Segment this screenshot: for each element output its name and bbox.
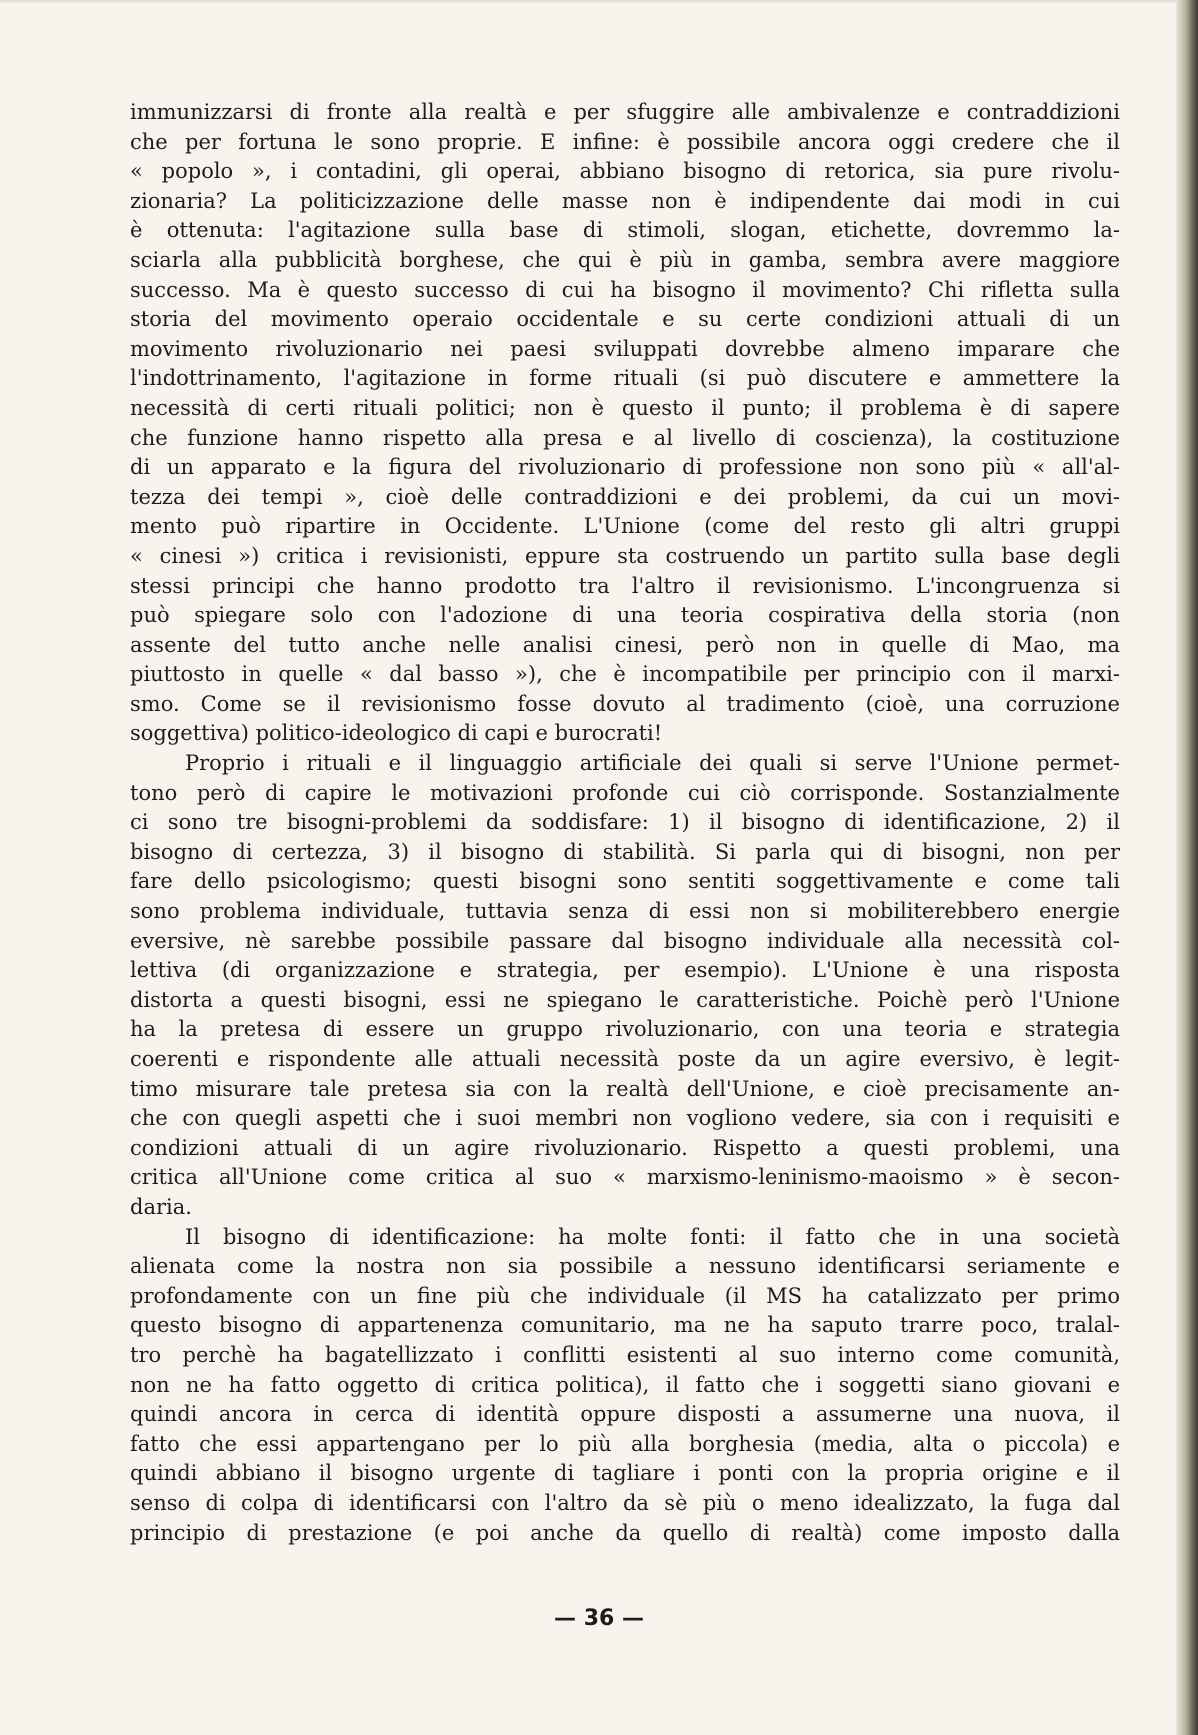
text-line: Proprio i rituali e il linguaggio artificiale dei quali si serve l'Unione permet- xyxy=(185,751,1120,776)
text-line: distorta a questi bisogni, essi ne spiegano le caratteristiche. Poichè però l'Unione xyxy=(130,987,1120,1012)
text-line: non ne ha fatto oggetto di critica politica), il fatto che i soggetti siano giovani e xyxy=(130,1372,1120,1397)
text-line: è ottenuta: l'agitazione sulla base di stimoli, slogan, etichette, dovremmo la- xyxy=(130,218,1120,243)
text-line: questo bisogno di appartenenza comunitario, ma ne ha saputo trarre poco, tralal- xyxy=(130,1313,1120,1338)
text-line: alienata come la nostra non sia possibile a nessuno identificarsi seriamente e xyxy=(130,1254,1120,1279)
text-line: l'indottrinamento, l'agitazione in forme rituali (si può discutere e ammettere la xyxy=(130,366,1120,391)
text-line: sciarla alla pubblicità borghese, che qui è più in gamba, sembra avere maggiore xyxy=(130,247,1120,272)
text-line: smo. Come se il revisionismo fosse dovuto al tradimento (cioè, una corruzione xyxy=(130,691,1120,716)
text-line: fare dello psicologismo; questi bisogni sono sentiti soggettivamente e come tali xyxy=(130,869,1120,894)
text-line: tono però di capire le motivazioni profonde cui ciò corrisponde. Sostanzialmente xyxy=(130,780,1120,805)
text-line: eversive, nè sarebbe possibile passare dal bisogno individuale alla necessità col- xyxy=(130,928,1120,953)
text-line: sono problema individuale, tuttavia senza di essi non si mobiliterebbero energie xyxy=(130,899,1120,924)
text-line: soggettiva) politico-ideologico di capi e burocrati! xyxy=(130,721,663,746)
text-line: che funzione hanno rispetto alla presa e al livello di coscienza), la costituzione xyxy=(130,425,1120,450)
text-line: « popolo », i contadini, gli operai, abbiano bisogno di retorica, sia pure rivolu- xyxy=(130,159,1120,184)
text-line: tezza dei tempi », cioè delle contraddizioni e dei problemi, da cui un movi- xyxy=(130,484,1120,509)
text-line: Il bisogno di identificazione: ha molte fonti: il fatto che in una società xyxy=(185,1224,1120,1249)
page-binding-edge xyxy=(1176,0,1198,1735)
text-line: fatto che essi appartengano per lo più alla borghesia (media, alta o piccola) e xyxy=(130,1431,1120,1456)
text-line: immunizzarsi di fronte alla realtà e per sfuggire alle ambivalenze e contraddizioni xyxy=(130,100,1120,124)
text-line: stessi principi che hanno prodotto tra l'altro il revisionismo. L'incongruenza si xyxy=(130,573,1120,598)
text-line: di un apparato e la figura del rivoluzionario di professione non sono più « all'al- xyxy=(130,455,1120,480)
text-line: condizioni attuali di un agire rivoluzionario. Rispetto a questi problemi, una xyxy=(130,1135,1120,1160)
text-line: movimento rivoluzionario nei paesi sviluppati dovrebbe almeno imparare che xyxy=(130,336,1120,361)
text-line: può spiegare solo con l'adozione di una teoria cospirativa della storia (non xyxy=(130,603,1120,628)
text-line: daria. xyxy=(130,1194,192,1219)
text-line: zionaria? La politicizzazione delle masse non è indipendente dai modi in cui xyxy=(130,188,1120,213)
text-line: assente del tutto anche nelle analisi cinesi, però non in quelle di Mao, ma xyxy=(130,632,1120,657)
text-line: che per fortuna le sono proprie. E infine: è possibile ancora oggi credere che il xyxy=(130,129,1120,154)
text-line: coerenti e rispondente alle attuali necessità poste da un agire eversivo, è legit- xyxy=(130,1047,1120,1071)
text-line: quindi ancora in cerca di identità oppure disposti a assumerne una nuova, il xyxy=(130,1402,1120,1427)
text-line: « cinesi ») critica i revisionisti, eppure sta costruendo un partito sulla base degli xyxy=(130,543,1120,568)
text-line: necessità di certi rituali politici; non è questo il punto; il problema è di sapere xyxy=(130,395,1120,420)
text-line: bisogno di certezza, 3) il bisogno di stabilità. Si parla qui di bisogni, non per xyxy=(130,839,1120,864)
text-line: ci sono tre bisogni-problemi da soddisfare: 1) il bisogno di identificazione, 2) il xyxy=(130,810,1120,835)
text-line: ha la pretesa di essere un gruppo rivoluzionario, con una teoria e strategia xyxy=(130,1017,1120,1042)
text-line: timo misurare tale pretesa sia con la realtà dell'Unione, e cioè precisamente an- xyxy=(130,1076,1120,1101)
text-line: successo. Ma è questo successo di cui ha bisogno il movimento? Chi rifletta sulla xyxy=(130,277,1120,302)
body-text xyxy=(130,98,1120,1548)
text-line: storia del movimento operaio occidentale e su certe condizioni attuali di un xyxy=(130,307,1120,332)
text-line: lettiva (di organizzazione e strategia, per esempio). L'Unione è una risposta xyxy=(130,958,1120,983)
text-line: piuttosto in quelle « dal basso »), che è incompatibile per principio con il marxi- xyxy=(130,662,1120,687)
text-line: quindi abbiano il bisogno urgente di tagliare i ponti con la propria origine e il xyxy=(130,1461,1120,1486)
text-line: profondamente con un fine più che individuale (il MS ha catalizzato per primo xyxy=(130,1283,1120,1308)
text-line: critica all'Unione come critica al suo « marxismo-leninismo-maoismo » è secon- xyxy=(130,1165,1120,1190)
text-line: principio di prestazione (e poi anche da quello di realtà) come imposto dalla xyxy=(130,1520,1120,1545)
text-line: che con quegli aspetti che i suoi membri non vogliono vedere, sia con i requisiti e xyxy=(130,1106,1120,1131)
text-line: senso di colpa di identificarsi con l'altro da sè più o meno idealizzato, la fuga dal xyxy=(130,1490,1120,1515)
text-line: mento può ripartire in Occidente. L'Unione (come del resto gli altri gruppi xyxy=(130,514,1120,539)
page-top-shadow xyxy=(0,0,1176,4)
page-number: — 36 — xyxy=(554,1606,644,1631)
text-line: tro perchè ha bagatellizzato i conflitti esistenti al suo interno come comunità, xyxy=(130,1342,1120,1367)
